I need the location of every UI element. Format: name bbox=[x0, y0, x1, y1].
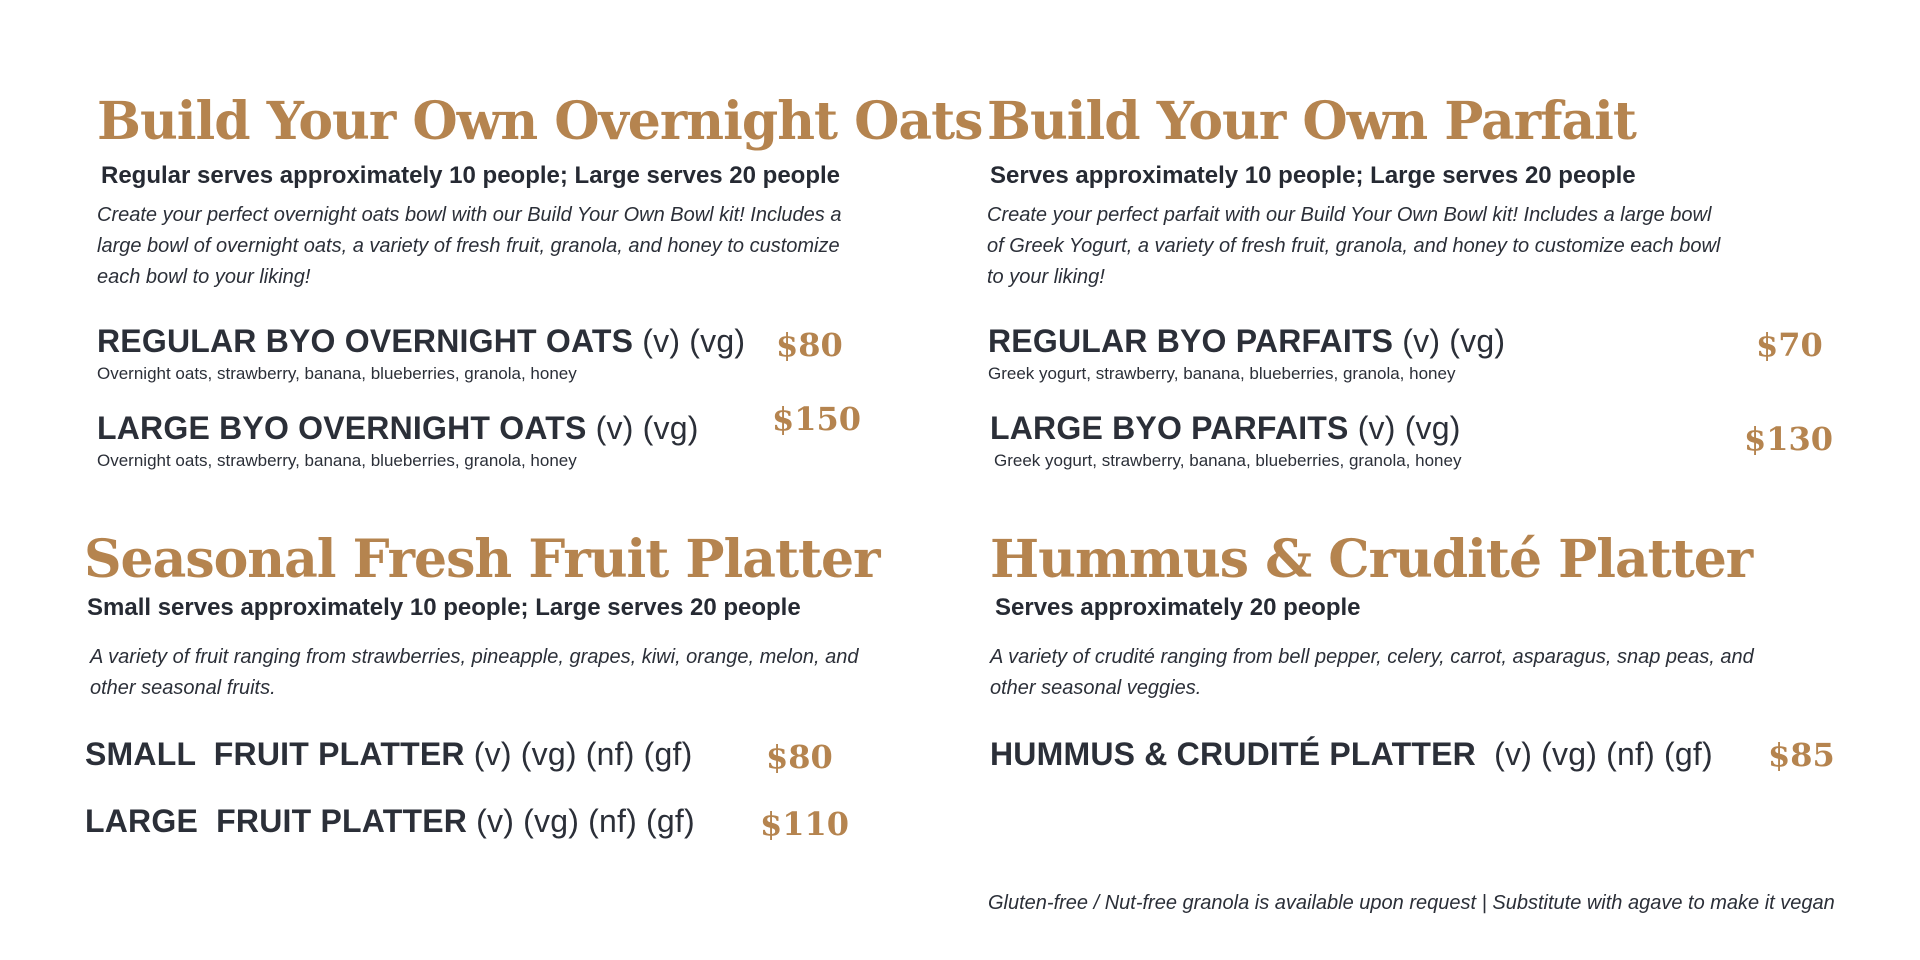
parfait-item-large bbox=[990, 410, 1461, 471]
oats-description: Create your perfect overnight oats bowl with our Build Your Own Bowl kit! Includes a large bowl of overnight oats, a variety of fresh fruit, granola, and honey to customize each bowl to your liking! bbox=[97, 203, 842, 288]
item-name: LARGE BYO PARFAITS (v) (vg) bbox=[990, 410, 1461, 446]
hummus-section bbox=[990, 530, 1770, 704]
oats-item-large bbox=[97, 410, 699, 471]
hummus-description: A variety of crudité ranging from bell pepper, celery, carrot, asparagus, snap peas, and other seasonal veggies. bbox=[990, 645, 1754, 699]
parfait-price-large: $130 bbox=[1744, 420, 1834, 458]
footnote: Gluten-free / Nut-free granola is available upon request | Substitute with agave to make it vegan bbox=[988, 892, 1835, 914]
item-details: Overnight oats, strawberry, banana, blueberries, granola, honey bbox=[97, 364, 577, 383]
dietary-tags: (v) (vg) bbox=[595, 410, 699, 446]
item-name: LARGE FRUIT PLATTER (v) (vg) (nf) (gf) bbox=[85, 803, 695, 839]
item-name: REGULAR BYO PARFAITS (v) (vg) bbox=[988, 323, 1506, 359]
fruit-section bbox=[84, 530, 884, 704]
parfait-title: Build Your Own Parfait bbox=[987, 91, 1636, 152]
parfait-item-regular bbox=[988, 323, 1505, 384]
hummus-item bbox=[990, 736, 1713, 773]
fruit-price-large: $110 bbox=[760, 805, 850, 843]
fruit-item-large bbox=[85, 803, 695, 840]
dietary-tags: (v) (vg) (nf) (gf) bbox=[476, 803, 695, 839]
fruit-description: A variety of fruit ranging from strawberries, pineapple, grapes, kiwi, orange, melon, and other seasonal fruits. bbox=[90, 645, 859, 699]
oats-title: Build Your Own Overnight Oats bbox=[97, 91, 983, 152]
dietary-tags: (v) (vg) (nf) (gf) bbox=[1494, 736, 1713, 772]
item-name: REGULAR BYO OVERNIGHT OATS (v) (vg) bbox=[97, 323, 746, 359]
oats-serves: Regular serves approximately 10 people; Large serves 20 people bbox=[101, 161, 841, 189]
parfait-section bbox=[987, 92, 1727, 293]
oats-section bbox=[97, 91, 983, 293]
item-name: HUMMUS & CRUDITÉ PLATTER (v) (vg) (nf) (gf) bbox=[990, 736, 1713, 772]
dietary-tags: (v) (vg) (nf) (gf) bbox=[473, 736, 693, 772]
parfait-price-regular: $70 bbox=[1756, 326, 1823, 364]
dietary-tags: (v) (vg) bbox=[1357, 410, 1461, 446]
item-name: SMALL FRUIT PLATTER (v) (vg) (nf) (gf) bbox=[85, 736, 693, 772]
parfait-serves: Serves approximately 10 people; Large serves 20 people bbox=[990, 161, 1636, 189]
item-details: Greek yogurt, strawberry, banana, blueberries, granola, honey bbox=[994, 451, 1462, 470]
oats-price-regular: $80 bbox=[776, 326, 843, 364]
dietary-tags: (v) (vg) bbox=[642, 323, 746, 359]
fruit-price-small: $80 bbox=[766, 738, 833, 776]
hummus-serves: Serves approximately 20 people bbox=[995, 593, 1361, 621]
fruit-item-small bbox=[85, 736, 692, 773]
item-details: Overnight oats, strawberry, banana, blueberries, granola, honey bbox=[97, 451, 577, 470]
oats-price-large: $150 bbox=[772, 400, 862, 438]
fruit-serves: Small serves approximately 10 people; Large serves 20 people bbox=[87, 593, 801, 621]
hummus-title: Hummus & Crudité Platter bbox=[990, 529, 1753, 590]
item-name: LARGE BYO OVERNIGHT OATS (v) (vg) bbox=[97, 410, 699, 446]
hummus-price: $85 bbox=[1768, 736, 1835, 774]
parfait-description: Create your perfect parfait with our Build Your Own Bowl kit! Includes a large bowl of Greek Yogurt, a variety of fresh fruit, granola, and honey to customize each bowl to your liking! bbox=[987, 203, 1721, 288]
dietary-tags: (v) (vg) bbox=[1402, 323, 1506, 359]
oats-item-regular bbox=[97, 323, 745, 384]
item-details: Greek yogurt, strawberry, banana, blueberries, granola, honey bbox=[988, 364, 1456, 383]
fruit-title: Seasonal Fresh Fruit Platter bbox=[84, 529, 880, 590]
